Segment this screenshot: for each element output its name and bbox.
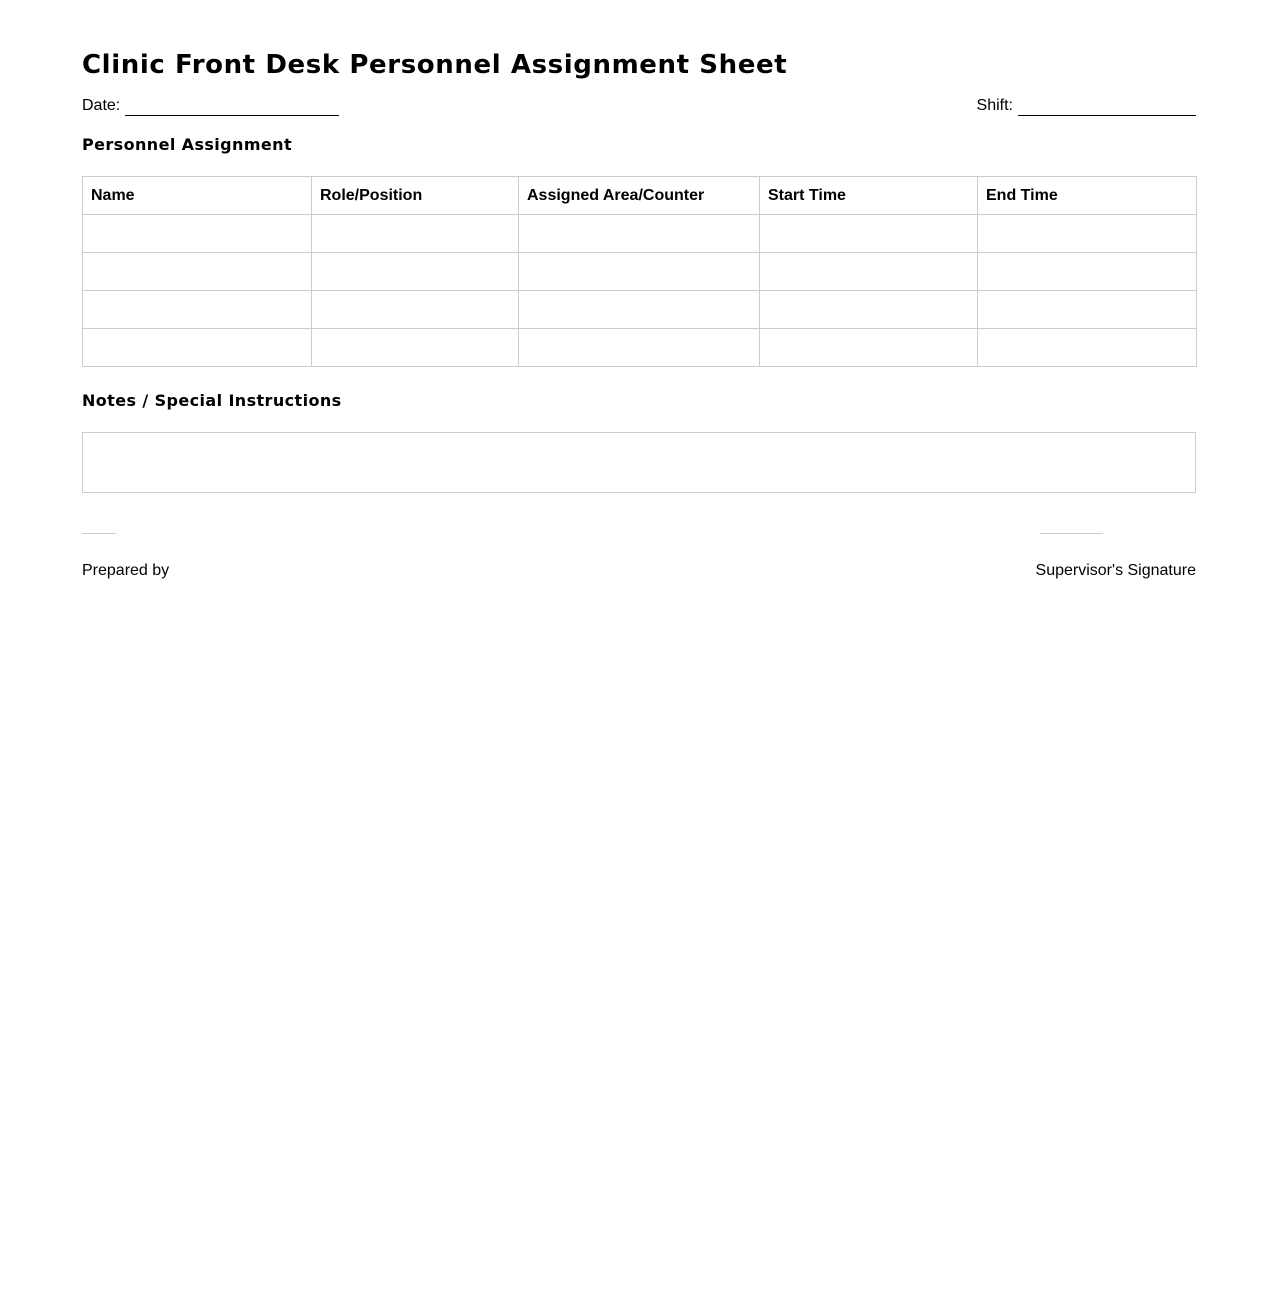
table-cell-role[interactable] xyxy=(312,253,519,291)
column-header-area: Assigned Area/Counter xyxy=(519,177,760,215)
prepared-by-label: Prepared by xyxy=(82,562,170,579)
column-header-name: Name xyxy=(83,177,312,215)
table-cell-role[interactable] xyxy=(312,215,519,253)
table-cell-start-time[interactable] xyxy=(760,253,978,291)
shift-label: Shift: xyxy=(976,97,1013,114)
table-row xyxy=(83,291,1197,329)
prepared-by-signature-line[interactable] xyxy=(82,533,116,534)
table-row xyxy=(83,215,1197,253)
table-cell-area[interactable] xyxy=(519,215,760,253)
personnel-table xyxy=(82,176,1197,367)
table-cell-role[interactable] xyxy=(312,329,519,367)
supervisor-signature-label: Supervisor's Signature xyxy=(1035,562,1196,579)
table-cell-name[interactable] xyxy=(83,329,312,367)
table-cell-name[interactable] xyxy=(83,253,312,291)
table-row xyxy=(83,253,1197,291)
table-cell-role[interactable] xyxy=(312,291,519,329)
column-header-role: Role/Position xyxy=(312,177,519,215)
notes-section-heading: Notes / Special Instructions xyxy=(82,391,342,410)
table-cell-end-time[interactable] xyxy=(978,291,1197,329)
shift-input-line[interactable] xyxy=(1018,98,1196,116)
table-cell-end-time[interactable] xyxy=(978,253,1197,291)
notes-input-box[interactable] xyxy=(82,432,1196,493)
table-cell-area[interactable] xyxy=(519,329,760,367)
table-cell-start-time[interactable] xyxy=(760,291,978,329)
table-cell-name[interactable] xyxy=(83,291,312,329)
table-header-row xyxy=(83,177,1197,215)
table-row xyxy=(83,329,1197,367)
date-field xyxy=(82,96,339,116)
date-label: Date: xyxy=(82,97,121,114)
table-cell-start-time[interactable] xyxy=(760,215,978,253)
shift-field xyxy=(977,96,1196,116)
table-cell-end-time[interactable] xyxy=(978,215,1197,253)
table-cell-start-time[interactable] xyxy=(760,329,978,367)
date-input-line[interactable] xyxy=(125,98,339,116)
table-cell-area[interactable] xyxy=(519,291,760,329)
table-cell-area[interactable] xyxy=(519,253,760,291)
table-cell-name[interactable] xyxy=(83,215,312,253)
personnel-section-heading: Personnel Assignment xyxy=(82,135,292,154)
column-header-start-time: Start Time xyxy=(760,177,978,215)
column-header-end-time: End Time xyxy=(978,177,1197,215)
supervisor-signature-line[interactable] xyxy=(1040,533,1103,534)
document-title: Clinic Front Desk Personnel Assignment Sheet xyxy=(82,50,788,80)
table-cell-end-time[interactable] xyxy=(978,329,1197,367)
